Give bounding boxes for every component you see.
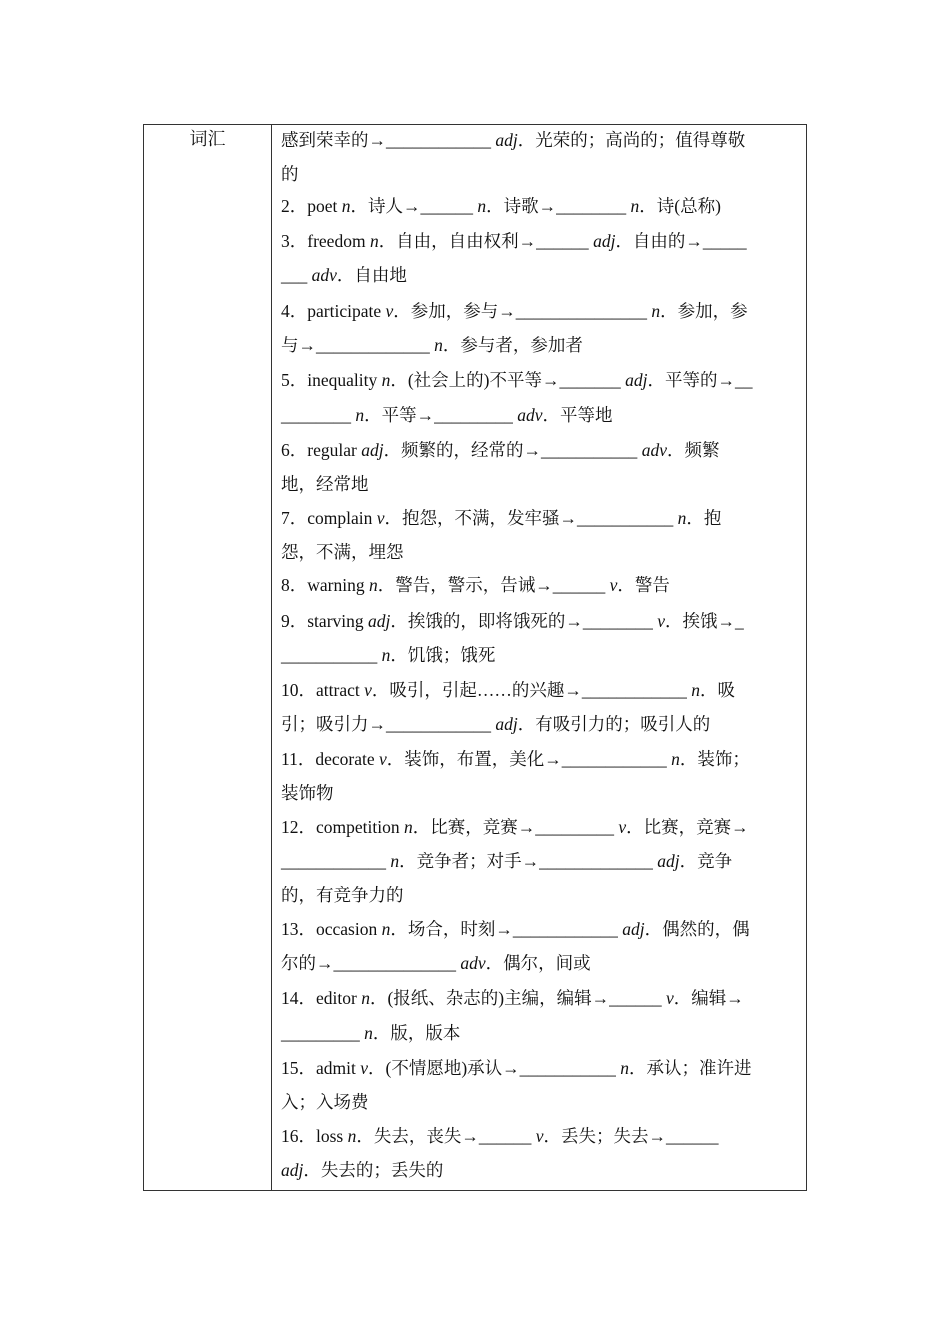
part-of-speech: v bbox=[376, 508, 385, 528]
vocab-line: 感到荣幸的→____________ adj．光荣的；高尚的；值得尊敬 bbox=[281, 130, 746, 150]
part-of-speech: v bbox=[657, 611, 666, 631]
vocab-line: 2．poet n．诗人→______ n．诗歌→________ n．诗(总称) bbox=[281, 196, 721, 216]
vocab-line: ___ adv．自由地 bbox=[281, 265, 407, 285]
vocab-line: 入；入场费 bbox=[281, 1092, 369, 1112]
vocab-line: 10．attract v．吸引，引起……的兴趣→____________ n．吸 bbox=[281, 680, 735, 700]
vocab-line: 6．regular adj．频繁的，经常的→___________ adv．频繁 bbox=[281, 440, 720, 460]
part-of-speech: n bbox=[381, 370, 391, 390]
part-of-speech: adv bbox=[460, 953, 486, 973]
part-of-speech: n bbox=[434, 335, 443, 355]
part-of-speech: n bbox=[403, 817, 413, 837]
part-of-speech: adj bbox=[361, 440, 384, 460]
vocab-line: 引；吸引力→____________ adj．有吸引力的；吸引人的 bbox=[281, 714, 711, 734]
part-of-speech: n bbox=[477, 196, 487, 216]
part-of-speech: adj bbox=[593, 231, 616, 251]
part-of-speech: n bbox=[630, 196, 640, 216]
vocab-line: _________ n．版，版本 bbox=[281, 1023, 461, 1043]
part-of-speech: v bbox=[385, 301, 394, 321]
vocab-line: 与→_____________ n．参与者，参加者 bbox=[281, 335, 583, 355]
vocab-line: 11．decorate v．装饰，布置，美化→____________ n．装饰； bbox=[281, 749, 750, 769]
part-of-speech: n bbox=[677, 508, 687, 528]
part-of-speech: n bbox=[364, 1023, 373, 1043]
part-of-speech: n bbox=[369, 231, 379, 251]
part-of-speech: adj bbox=[657, 851, 680, 871]
part-of-speech: v bbox=[360, 1058, 369, 1078]
part-of-speech: n bbox=[381, 645, 391, 665]
vocab-line: ____________ n．竞争者；对手→_____________ adj．竞争 bbox=[281, 851, 733, 871]
part-of-speech: adv bbox=[517, 405, 543, 425]
vocab-line: 怨，不满，埋怨 bbox=[281, 542, 404, 562]
vocab-line: ___________ n．饥饿；饿死 bbox=[281, 645, 496, 665]
vocab-line: 8．warning n．警告，警示，告诫→______ v．警告 bbox=[281, 575, 670, 595]
part-of-speech: v bbox=[535, 1126, 544, 1146]
part-of-speech: adj bbox=[368, 611, 391, 631]
vocab-line: 12．competition n．比赛，竞赛→_________ v．比赛，竞赛→ bbox=[281, 817, 749, 837]
vocab-line: 7．complain v．抱怨，不满，发牢骚→___________ n．抱 bbox=[281, 508, 722, 528]
vocab-line: 9．starving adj．挨饿的，即将饿死的→________ v．挨饿→_ bbox=[281, 611, 744, 631]
part-of-speech: n bbox=[361, 988, 370, 1008]
vocab-line: ________ n．平等→_________ adv．平等地 bbox=[281, 405, 613, 425]
part-of-speech: v bbox=[618, 817, 627, 837]
vocab-line: 的，有竞争力的 bbox=[281, 885, 404, 905]
part-of-speech: v bbox=[379, 749, 387, 769]
part-of-speech: adj bbox=[625, 370, 648, 390]
part-of-speech: adv bbox=[641, 440, 667, 460]
label-cell bbox=[144, 125, 272, 1190]
part-of-speech: v bbox=[364, 680, 372, 700]
vocab-line: 16．loss n．失去，丧失→______ v．丢失；失去→______ bbox=[281, 1126, 719, 1146]
vocab-line: 的 bbox=[281, 164, 299, 184]
part-of-speech: n bbox=[620, 1058, 630, 1078]
part-of-speech: v bbox=[609, 575, 618, 595]
vocab-line: 地，经常地 bbox=[281, 474, 369, 494]
vocab-line: 4．participate v．参加，参与→_______________ n．参加，参 bbox=[281, 301, 748, 321]
part-of-speech: v bbox=[665, 988, 674, 1008]
part-of-speech: n bbox=[671, 749, 680, 769]
part-of-speech: n bbox=[347, 1126, 357, 1146]
part-of-speech: n bbox=[390, 851, 400, 871]
section-label: 词汇 bbox=[189, 129, 226, 150]
vocab-line: 13．occasion n．场合，时刻→____________ adj．偶然的，偶 bbox=[281, 919, 750, 939]
part-of-speech: adj bbox=[281, 1160, 304, 1180]
part-of-speech: adv bbox=[311, 265, 337, 285]
part-of-speech: n bbox=[355, 405, 365, 425]
vocabulary-table bbox=[143, 124, 807, 1191]
part-of-speech: adj bbox=[495, 714, 518, 734]
vocab-line: 装饰物 bbox=[281, 783, 334, 803]
part-of-speech: n bbox=[651, 301, 661, 321]
part-of-speech: adj bbox=[622, 919, 645, 939]
vocab-line: 3．freedom n．自由，自由权利→______ adj．自由的→_____ bbox=[281, 231, 747, 251]
vocab-line: 15．admit v．(不情愿地)承认→___________ n．承认；准许进 bbox=[281, 1058, 752, 1078]
part-of-speech: n bbox=[368, 575, 378, 595]
part-of-speech: n bbox=[381, 919, 391, 939]
vocab-line: 尔的→______________ adv．偶尔，间或 bbox=[281, 953, 591, 973]
vocab-line: 14．editor n．(报纸、杂志的)主编，编辑→______ v．编辑→ bbox=[281, 988, 744, 1008]
part-of-speech: n bbox=[691, 680, 700, 700]
part-of-speech: adj bbox=[495, 130, 518, 150]
vocab-line: adj．失去的；丢失的 bbox=[281, 1160, 444, 1180]
vocab-line: 5．inequality n．(社会上的)不平等→_______ adj．平等的→__ bbox=[281, 370, 753, 390]
part-of-speech: n bbox=[341, 196, 351, 216]
